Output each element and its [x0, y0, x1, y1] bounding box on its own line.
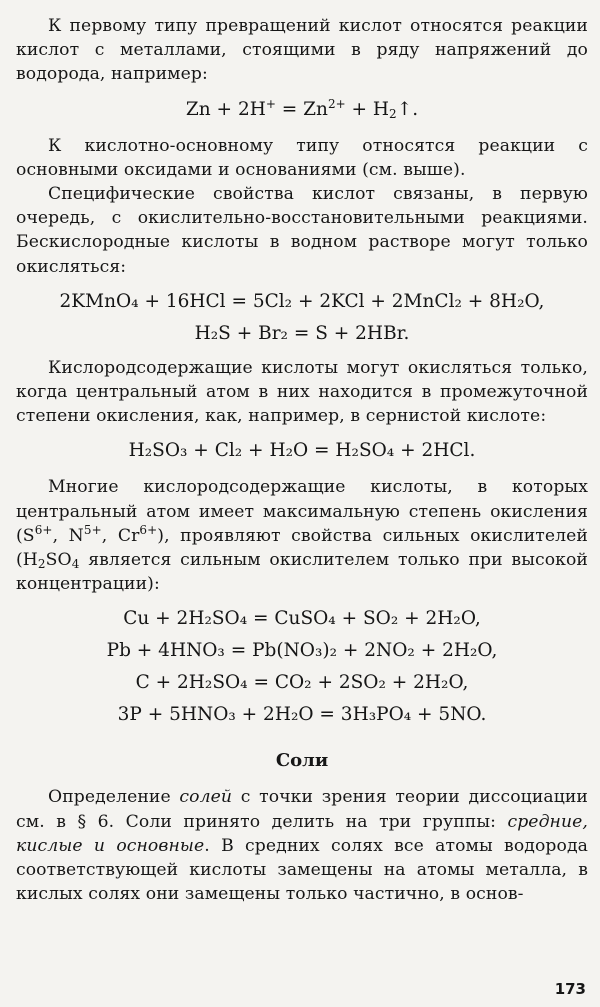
- equation-zn: $Zn + 2H^+ = Zn^{2+}$ + $H_2↑$.: [185, 96, 419, 121]
- paragraph-oxidizers: Многие кислородсодержащие кислоты, в которых центральный атом имеет максимальную степень окисления ($S^{6+}$, $N^{5+}$, $Cr^{6+}$), проявляют свойства сильных окислителей ($H_2SO_4$ является сильным окислителем только при высокой концентрации):: [16, 477, 588, 595]
- paragraph-acid-base: К кислотно-основному типу относятся реакции с основными оксидами и основаниями (см. выше).: [16, 135, 588, 180]
- equation-h2s: H₂S + Br₂ = S + 2HBr.: [194, 322, 410, 344]
- paragraph-redox: Специфические свойства кислот связаны, в первую очередь, с окислительно-восстановительными реакциями. Бескислородные кислоты в водном растворе могут только окисляться:: [16, 184, 588, 277]
- equation-cu: Cu + 2H₂SO₄ = CuSO₄ + SO₂ + 2H₂O,: [123, 608, 481, 630]
- section-title: Соли: [275, 750, 329, 772]
- page-number: 173: [554, 980, 586, 998]
- page-body: [16, 14, 588, 906]
- paragraph-oxyacids: Кислородсодержащие кислоты могут окисляться только, когда центральный атом в них находится в промежуточной степени окисления, как, например, в сернистой кислоте:: [16, 357, 588, 427]
- equation-h2so3: H₂SO₃ + Cl₂ + H₂O = H₂SO₄ + 2HCl.: [128, 440, 476, 462]
- equation-p: 3P + 5HNO₃ + 2H₂O = 3H₃PO₄ + 5NO.: [117, 704, 487, 726]
- paragraph-acid-metal: К первому типу превращений кислот относятся реакции кислот с металлами, стоящими в ряду напряжений до водорода, например:: [16, 16, 588, 85]
- equation-c: C + 2H₂SO₄ = CO₂ + 2SO₂ + 2H₂O,: [135, 672, 469, 694]
- equation-kmno4: 2KMnO₄ + 16HCl = 5Cl₂ + 2KCl + 2MnCl₂ + 8H₂O,: [59, 290, 545, 312]
- paragraph-salts: Определение солей с точки зрения теории диссоциации см. в § 6. Соли принято делить на три группы: средние, кислые и основные. В средних солях все атомы водорода соответствующей кислоты замещены на атомы металла, в кислых солях они замещены только частично, в основ-: [16, 787, 588, 905]
- equation-pb: Pb + 4HNO₃ = Pb(NO₃)₂ + 2NO₂ + 2H₂O,: [106, 640, 498, 662]
